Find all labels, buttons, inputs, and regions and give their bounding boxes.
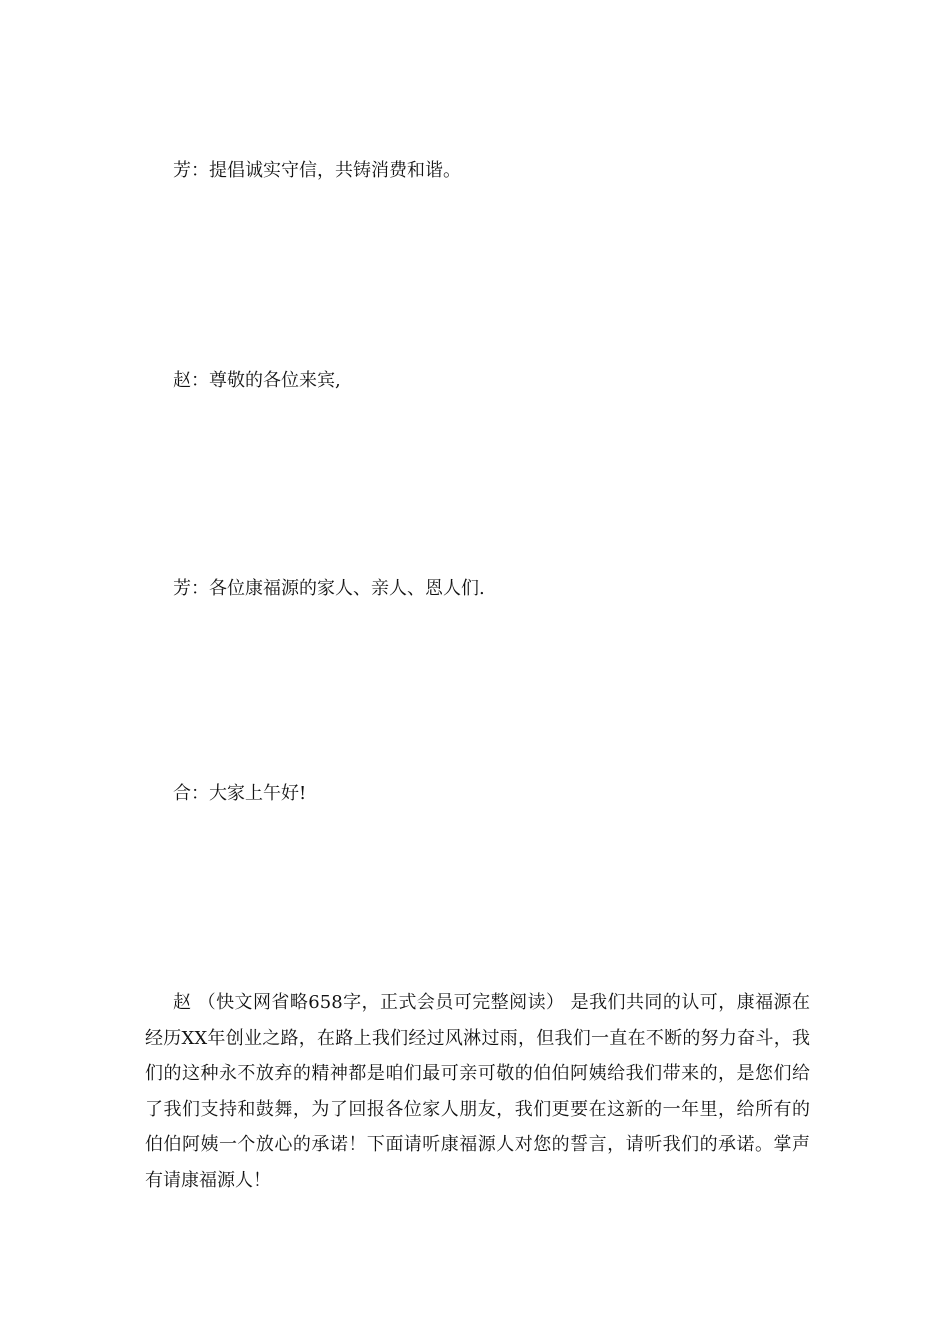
paragraph-body: 是我们共同的认可，康福源在经历XX年创业之路，在路上我们经过风淋过雨，但我们一直在不断的努力奋斗，我们的这种永不放弃的精神都是咱们最可亲可敬的伯伯阿姨给我们带来的，是您们给了我们支持和鼓舞，为了回报各位家人朋友，我们更要在这新的一年里，给所有的伯伯阿姨一个放心的承诺！下面请听康福源人对您的誓言，请听我们的承诺。掌声有请康福源人！ (145, 992, 810, 1191)
dialogue-line-zhao-1: 赵：尊敬的各位来宾, (173, 370, 341, 391)
dialogue-line-together: 合：大家上午好! (173, 783, 307, 804)
omission-note: （快文网省略658字，正式会员可完整阅读） (197, 992, 565, 1013)
speech-paragraph (145, 985, 810, 1198)
dialogue-line-fang-1: 芳：提倡诚实守信，共铸消费和谐。 (173, 160, 461, 181)
dialogue-line-fang-2: 芳：各位康福源的家人、亲人、恩人们. (173, 578, 485, 599)
paragraph-speaker: 赵 (173, 992, 192, 1013)
